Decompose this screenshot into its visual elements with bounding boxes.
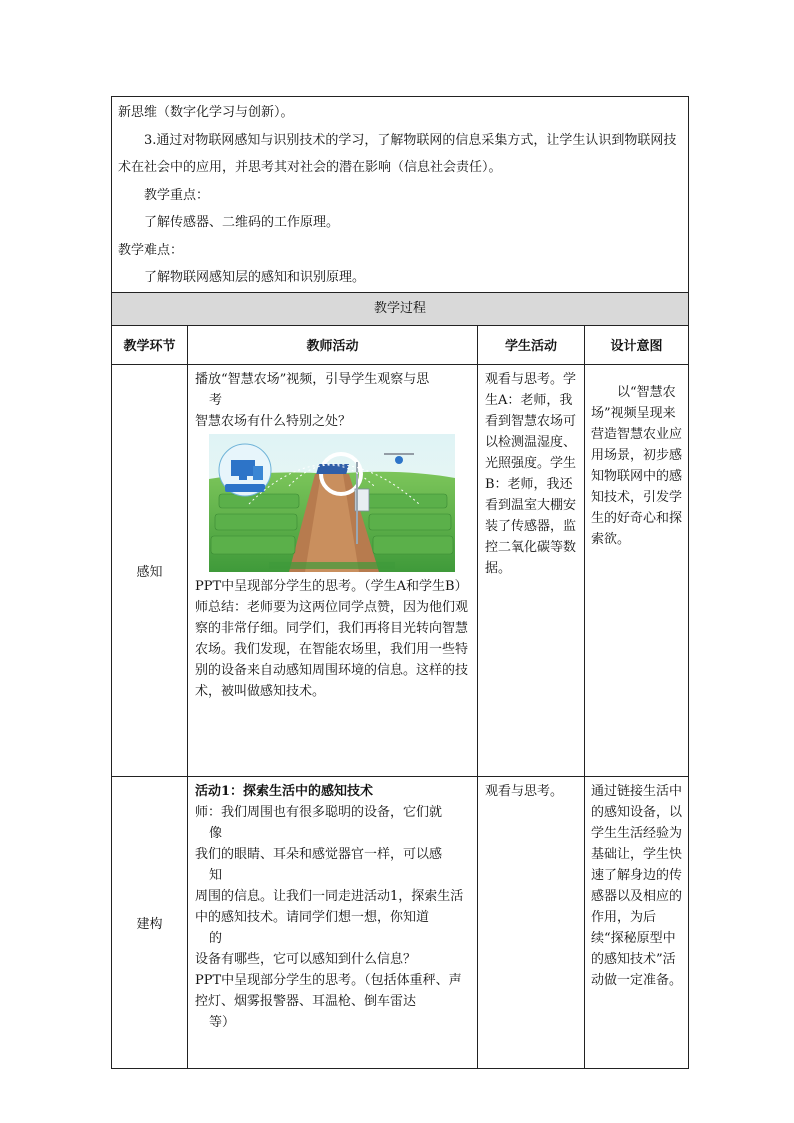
- activity-title: 活动1：探索生活中的感知技术: [195, 783, 374, 799]
- teacher-line: 的: [209, 930, 223, 946]
- objective-line-1: 新思维（数字化学习与创新）。: [118, 105, 294, 120]
- teacher-line: 我们的眼睛、耳朵和感觉器官一样，可以感: [195, 846, 443, 862]
- stage-perception: 感知: [112, 364, 188, 776]
- teacher-line: 周围的信息。让我们一同走进活动1，探索生活中的感知技术。请同学们想一想，你知道: [195, 888, 464, 925]
- teacher-question: 智慧农场有什么特别之处？: [195, 413, 352, 429]
- teacher-line: PPT中呈现部分学生的思考。（包括体重秤、声控灯、烟雾报警器、耳温枪、倒车雷达: [195, 972, 462, 1009]
- key-points-text: 了解传感器、二维码的工作原理。: [144, 215, 340, 230]
- process-heading: 教学过程: [112, 292, 689, 325]
- purpose-perception: [585, 364, 689, 776]
- difficulty-text: 了解物联网感知层的感知和识别原理。: [144, 270, 366, 285]
- header-teacher: 教师活动: [188, 325, 478, 364]
- header-student: 学生活动: [478, 325, 585, 364]
- objectives-block: [112, 97, 689, 293]
- purpose-construction: 通过链接生活中的感知设备，以学生生活经验为基础让，学生快速了解身边的传感器以及相应的作用，为后续“探秘原型中的感知技术”活动做一定准备。: [585, 776, 689, 1068]
- teacher-line: 像: [209, 825, 223, 841]
- teacher-line: 设备有哪些，它可以感知到什么信息？: [195, 951, 417, 967]
- objective-line-3: 3.通过对物联网感知与识别技术的学习，了解物联网的信息采集方式，让学生认识到物联网技术在社会中的应用，并思考其对社会的潜在影响（信息社会责任）。: [118, 132, 677, 175]
- stage-construction: 建构: [112, 776, 188, 1068]
- teacher-summary: 师总结：老师要为这两位同学点赞，因为他们观察的非常仔细。同学们，我们再将目光转向智慧农场。我们发现，在智能农场里，我们用一些特别的设备来自动感知周围环境的信息。这样的技术，被叫做感知技术。: [195, 599, 469, 699]
- teacher-activity-perception: [188, 364, 478, 776]
- lesson-plan-table: [111, 96, 689, 1069]
- teacher-activity-construction: [188, 776, 478, 1068]
- table-row: [112, 776, 689, 1068]
- header-stage: 教学环节: [112, 325, 188, 364]
- difficulty-label: 教学难点：: [118, 242, 184, 258]
- table-row: [112, 364, 689, 776]
- teacher-line: 播放“智慧农场”视频，引导学生观察与思: [195, 371, 430, 387]
- lesson-plan-page: [111, 96, 688, 1069]
- teacher-line: 等）: [209, 1014, 236, 1030]
- teacher-line: 师：我们周围也有很多聪明的设备，它们就: [195, 804, 443, 820]
- purpose-text: 以“智慧农场”视频呈现来营造智慧农业应用场景，初步感知物联网中的感知技术，引发学生的好奇心和探索欲。: [591, 384, 683, 547]
- teacher-line: 考: [209, 392, 223, 408]
- key-points-label: 教学重点：: [144, 187, 210, 203]
- teacher-line: PPT中呈现部分学生的思考。（学生A和学生B）: [195, 578, 468, 594]
- smart-farm-illustration: [209, 434, 455, 572]
- teacher-line: 知: [209, 867, 223, 883]
- student-activity-construction: 观看与思考。: [478, 776, 585, 1068]
- student-activity-perception: 观看与思考。学生A：老师，我看到智慧农场可以检测温湿度、光照强度。学生B：老师，我还看到温室大棚安装了传感器，监控二氧化碳等数据。: [478, 364, 585, 776]
- header-purpose: 设计意图: [585, 325, 689, 364]
